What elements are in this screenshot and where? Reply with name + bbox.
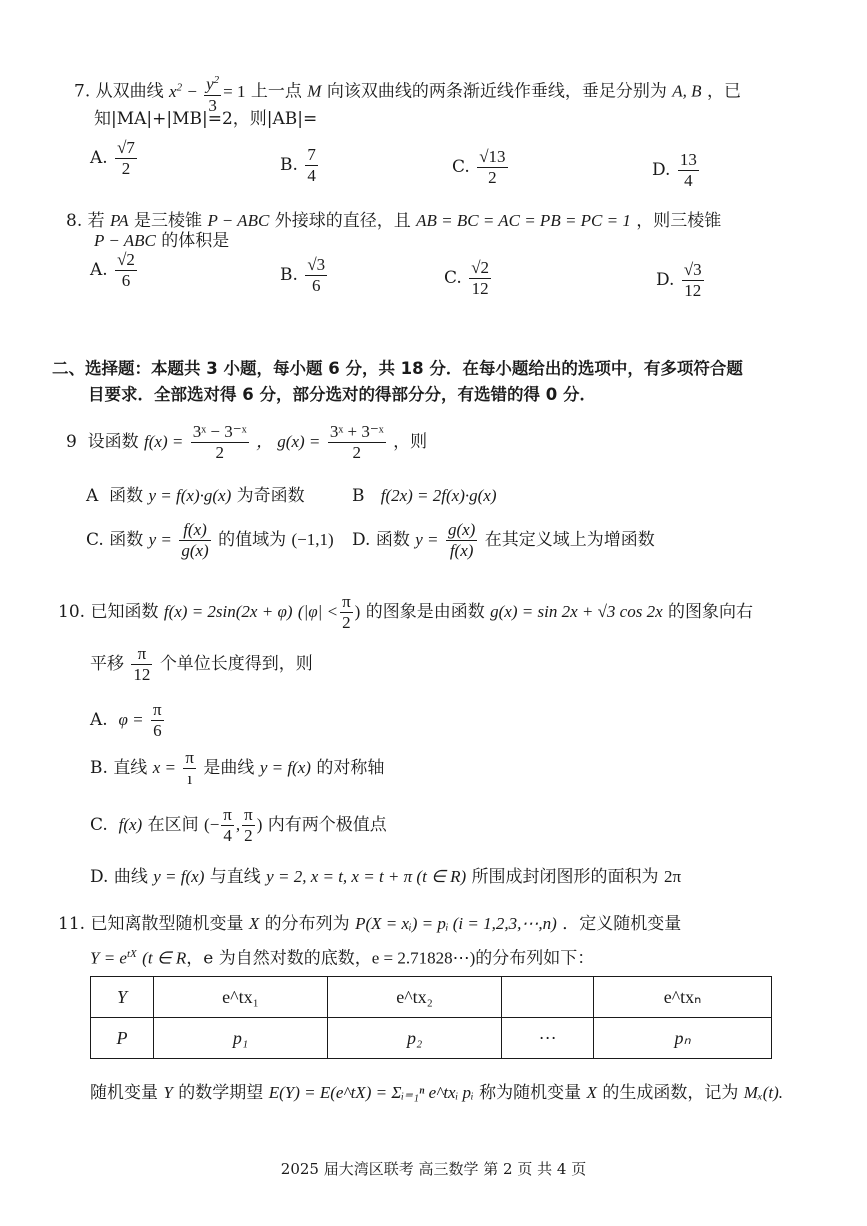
section2-line1: 二、选择题：本题共 3 小题，每小题 6 分，共 18 分．在每小题给出的选项中，有多项符合题 xyxy=(52,359,743,378)
table-cell: P xyxy=(91,1018,154,1059)
q9-line1: 9 设函数 f(x) = $\frac{\text{3ˣ − 3⁻ˣ}}{2}$ ， g(x) = $\frac{\text{3ˣ + 3⁻ˣ}}{2}$ ，则 xyxy=(66,422,428,462)
q10-line2: 平移 $\frac{\pi}{12}$ 个单位长度得到，则 xyxy=(90,644,313,684)
q10-option-a: A. φ = $\frac{\pi}{6}$ xyxy=(90,700,162,740)
q7-line2: 知|MA|+|MB|=2，则|AB|= xyxy=(94,109,318,129)
q7-option-a: A. $\frac{√7}{2}$ xyxy=(90,138,135,178)
table-cell: p₁ xyxy=(154,1018,328,1059)
q8-line1: 8. 若 PA 是三棱锥 P − ABC 外接球的直径，且 AB = BC = AC = PB = PC = 1 ，则三棱锥 xyxy=(66,211,722,231)
table-cell: e^tx₁ xyxy=(154,977,328,1018)
table-cell xyxy=(502,977,594,1018)
q7-hyperbola: $x^2$ − $\frac{y^2}{3}$ = 1 xyxy=(169,82,245,101)
q8-number: 8. xyxy=(66,211,83,231)
q11-line2: $Y = e^{tX}$ (t ∈ R，e 为自然对数的底数，e = 2.71828⋯)的分布列如下： xyxy=(90,948,595,969)
q7-option-b: B. $\frac{7}{4}$ xyxy=(280,145,316,185)
q7-line1: 7. 从双曲线 $x^2$ − $\frac{y^2}{3}$ = 1 上一点 M 向该双曲线的两条渐近线作垂线，垂足分别为 A, B ，已 xyxy=(74,70,741,116)
table-cell: ··· xyxy=(502,1018,594,1059)
table-cell: pₙ xyxy=(594,1018,772,1059)
q8-line2: P − ABC 的体积是 xyxy=(94,231,230,251)
q8-option-c: C. $\frac{√2}{12}$ xyxy=(444,258,490,298)
q7-option-d: D. $\frac{13}{4}$ xyxy=(652,150,697,190)
q10-option-d: D. 曲线 y = f(x) 与直线 y = 2, x = t, x = t + π (t ∈ R) 所围成封闭图形的面积为 2π xyxy=(90,867,682,887)
q10-option-b: B. 直线 x = $\frac{\pi}{ı}$ 是曲线 y = f(x) 的对称轴 xyxy=(90,748,385,788)
q11-line1: 11. 已知离散型随机变量 X 的分布列为 P(X = xᵢ) = pᵢ (i = 1,2,3,⋯,n) ．定义随机变量 xyxy=(58,914,682,934)
q9-number: 9 xyxy=(66,432,77,452)
q10-number: 10. xyxy=(58,602,86,622)
q8-option-d: D. $\frac{√3}{12}$ xyxy=(656,260,702,300)
q11-number: 11. xyxy=(58,914,86,934)
table-cell: p₂ xyxy=(328,1018,502,1059)
q7-option-c: C. $\frac{√13}{2}$ xyxy=(452,147,506,187)
q10-line1: 10. 已知函数 f(x) = 2sin(2x + φ) (|φ| < $\frac{\pi}{2}$ ) 的图象是由函数 g(x) = sin 2x + √3 cos 2x 的图象向右 xyxy=(58,592,754,632)
q11-last-line: 随机变量 Y 的数学期望 E(Y) = E(e^tX) = Σᵢ₌₁ⁿ e^txᵢ pᵢ 称为随机变量 X 的生成函数，记为 Mₓ(t). xyxy=(90,1083,784,1103)
table-cell: Y xyxy=(91,977,154,1018)
q8-option-a: A. $\frac{√2}{6}$ xyxy=(90,250,135,290)
table-row xyxy=(91,1018,772,1059)
table-cell: e^txₙ xyxy=(594,977,772,1018)
q9-option-c: C. 函数 y = $\frac{f(x)}{g(x)}$ 的值域为 (−1,1) xyxy=(86,520,334,560)
table-cell: e^tx₂ xyxy=(328,977,502,1018)
table-row xyxy=(91,977,772,1018)
page-footer: 2025 届大湾区联考 高三数学 第 2 页 共 4 页 xyxy=(280,1160,587,1178)
q9-option-d: D. 函数 y = $\frac{g(x)}{f(x)}$ 在其定义域上为增函数 xyxy=(352,520,655,560)
q8-option-b: B. $\frac{√3}{6}$ xyxy=(280,255,326,295)
distribution-table xyxy=(90,976,772,1059)
q7-number: 7. xyxy=(74,81,91,102)
q9-option-b: B f(2x) = 2f(x)·g(x) xyxy=(352,486,497,506)
q9-option-a: A 函数 y = f(x)·g(x) 为奇函数 xyxy=(86,486,305,506)
section2-line2: 目要求．全部选对得 6 分，部分选对的得部分分，有选错的得 0 分． xyxy=(88,385,596,404)
q10-option-c: C. f(x) 在区间 (− $\frac{\pi}{4}$ , $\frac{\pi}{2}$ ) 内有两个极值点 xyxy=(90,805,387,845)
